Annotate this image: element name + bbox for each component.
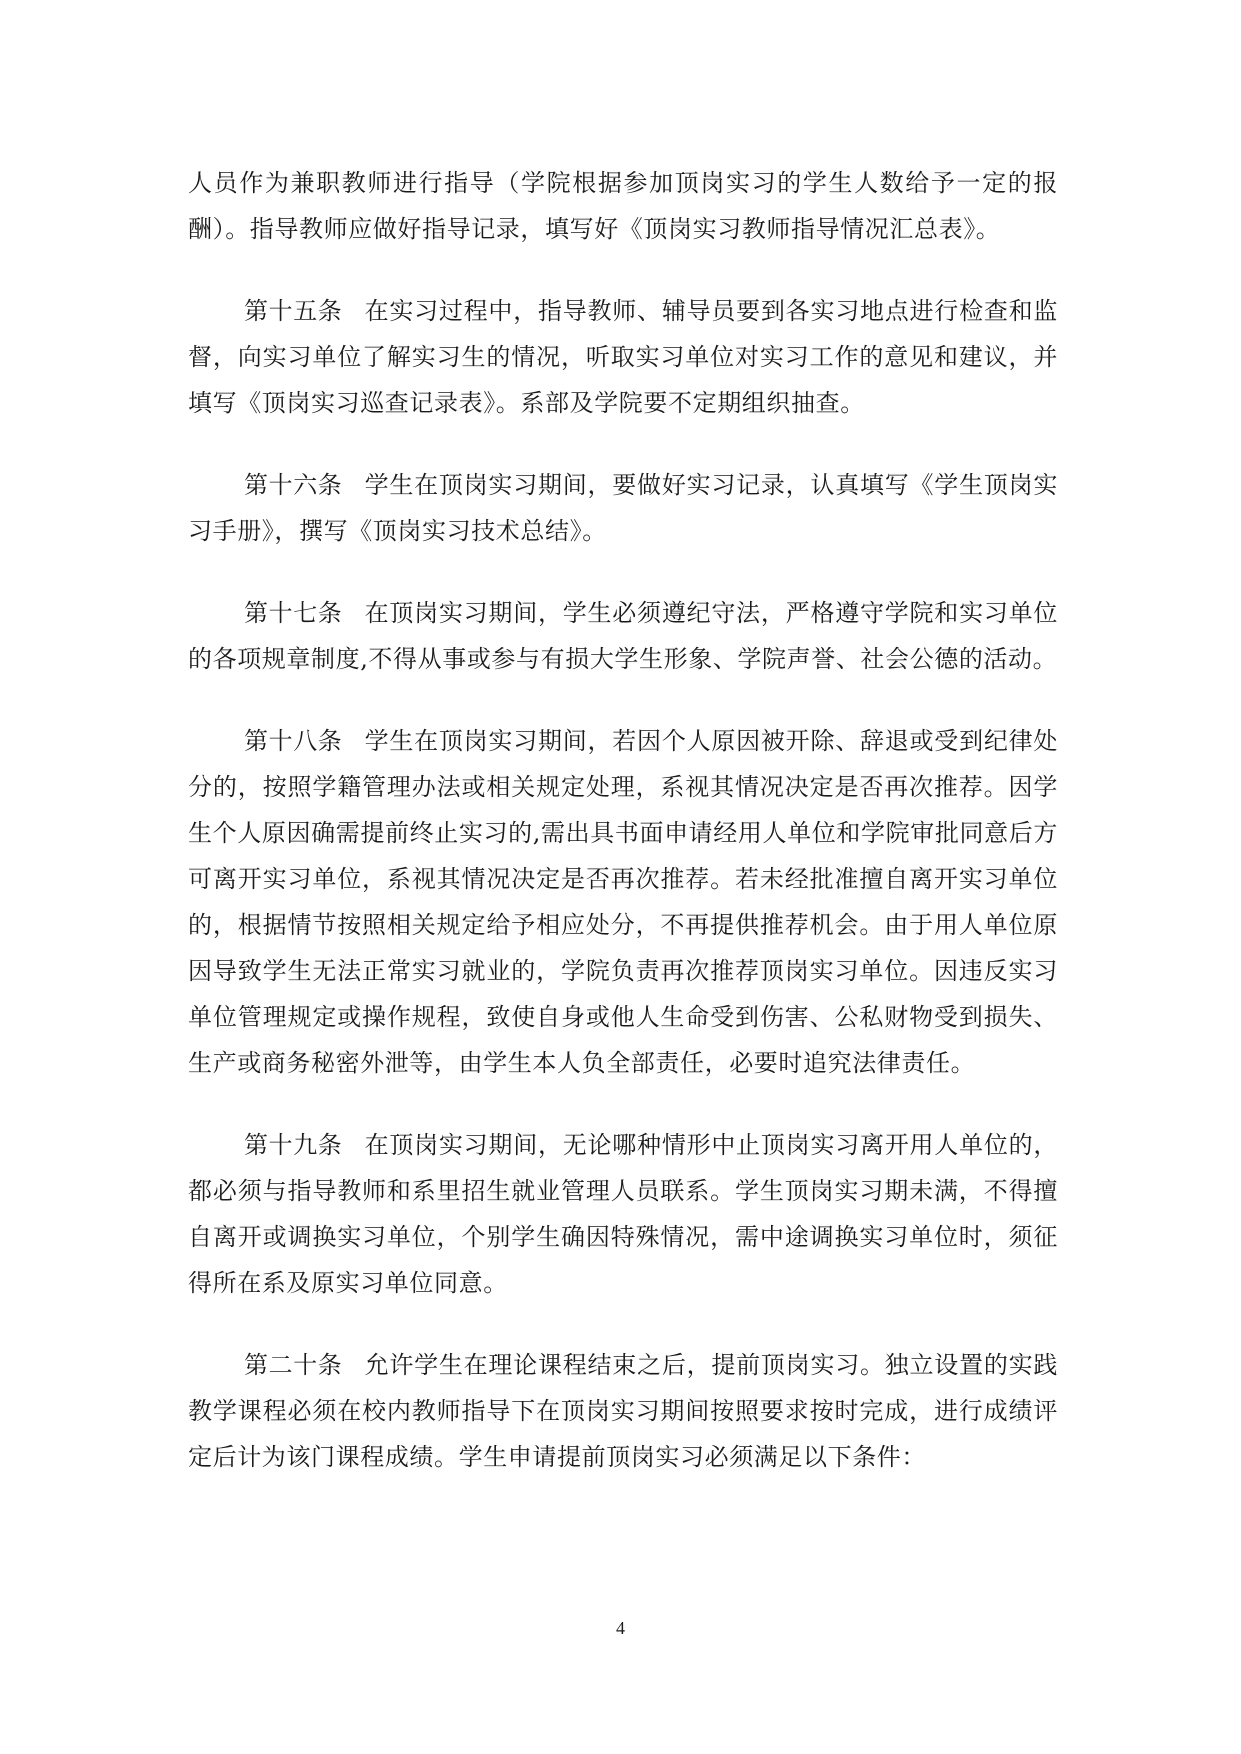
article-19 [188,1122,1058,1306]
paragraph-text: 学生在顶岗实习期间，要做好实习记录，认真填写《学生顶岗实习手册》，撰写《顶岗实习技术总结》。 [188,471,1058,545]
paragraph-text: 在顶岗实习期间，无论哪种情形中止顶岗实习离开用人单位的，都必须与指导教师和系里招生就业管理人员联系。学生顶岗实习期未满，不得擅自离开或调换实习单位，个别学生确因特殊情况，需中途调换实习单位时，须征得所在系及原实习单位同意。 [188,1131,1058,1297]
article-label: 第十八条 [244,727,343,755]
paragraph-text: 人员作为兼职教师进行指导（学院根据参加顶岗实习的学生人数给予一定的报酬）。指导教师应做好指导记录，填写好《顶岗实习教师指导情况汇总表》。 [188,169,1058,243]
article-label: 第十六条 [244,471,343,499]
article-label: 第十七条 [244,599,343,627]
article-15 [188,288,1058,426]
article-label: 第十九条 [244,1131,343,1159]
paragraph-text: 在顶岗实习期间，学生必须遵纪守法，严格遵守学院和实习单位的各项规章制度,不得从事或参与有损大学生形象、学院声誉、社会公德的活动。 [188,599,1058,673]
document-body [188,160,1058,1516]
paragraph-text: 在实习过程中，指导教师、辅导员要到各实习地点进行检查和监督，向实习单位了解实习生的情况，听取实习单位对实习工作的意见和建议，并填写《顶岗实习巡查记录表》。系部及学院要不定期组织抽查。 [188,297,1058,417]
article-16 [188,462,1058,554]
page-number: 4 [616,1618,625,1638]
article-18 [188,718,1058,1086]
article-label: 第十五条 [244,297,343,325]
article-17 [188,590,1058,682]
paragraph-text: 允许学生在理论课程结束之后，提前顶岗实习。独立设置的实践教学课程必须在校内教师指导下在顶岗实习期间按照要求按时完成，进行成绩评定后计为该门课程成绩。学生申请提前顶岗实习必须满足以下条件： [188,1351,1058,1471]
paragraph-continuation [188,160,1058,252]
paragraph-text: 学生在顶岗实习期间，若因个人原因被开除、辞退或受到纪律处分的，按照学籍管理办法或相关规定处理，系视其情况决定是否再次推荐。因学生个人原因确需提前终止实习的,需出具书面申请经用人单位和学院审批同意后方可离开实习单位，系视其情况决定是否再次推荐。若未经批准擅自离开实习单位的，根据情节按照相关规定给予相应处分，不再提供推荐机会。由于用人单位原因导致学生无法正常实习就业的，学院负责再次推荐顶岗实习单位。因违反实习单位管理规定或操作规程，致使自身或他人生命受到伤害、公私财物受到损失、生产或商务秘密外泄等，由学生本人负全部责任，必要时追究法律责任。 [188,727,1058,1077]
article-20 [188,1342,1058,1480]
article-label: 第二十条 [244,1351,343,1379]
